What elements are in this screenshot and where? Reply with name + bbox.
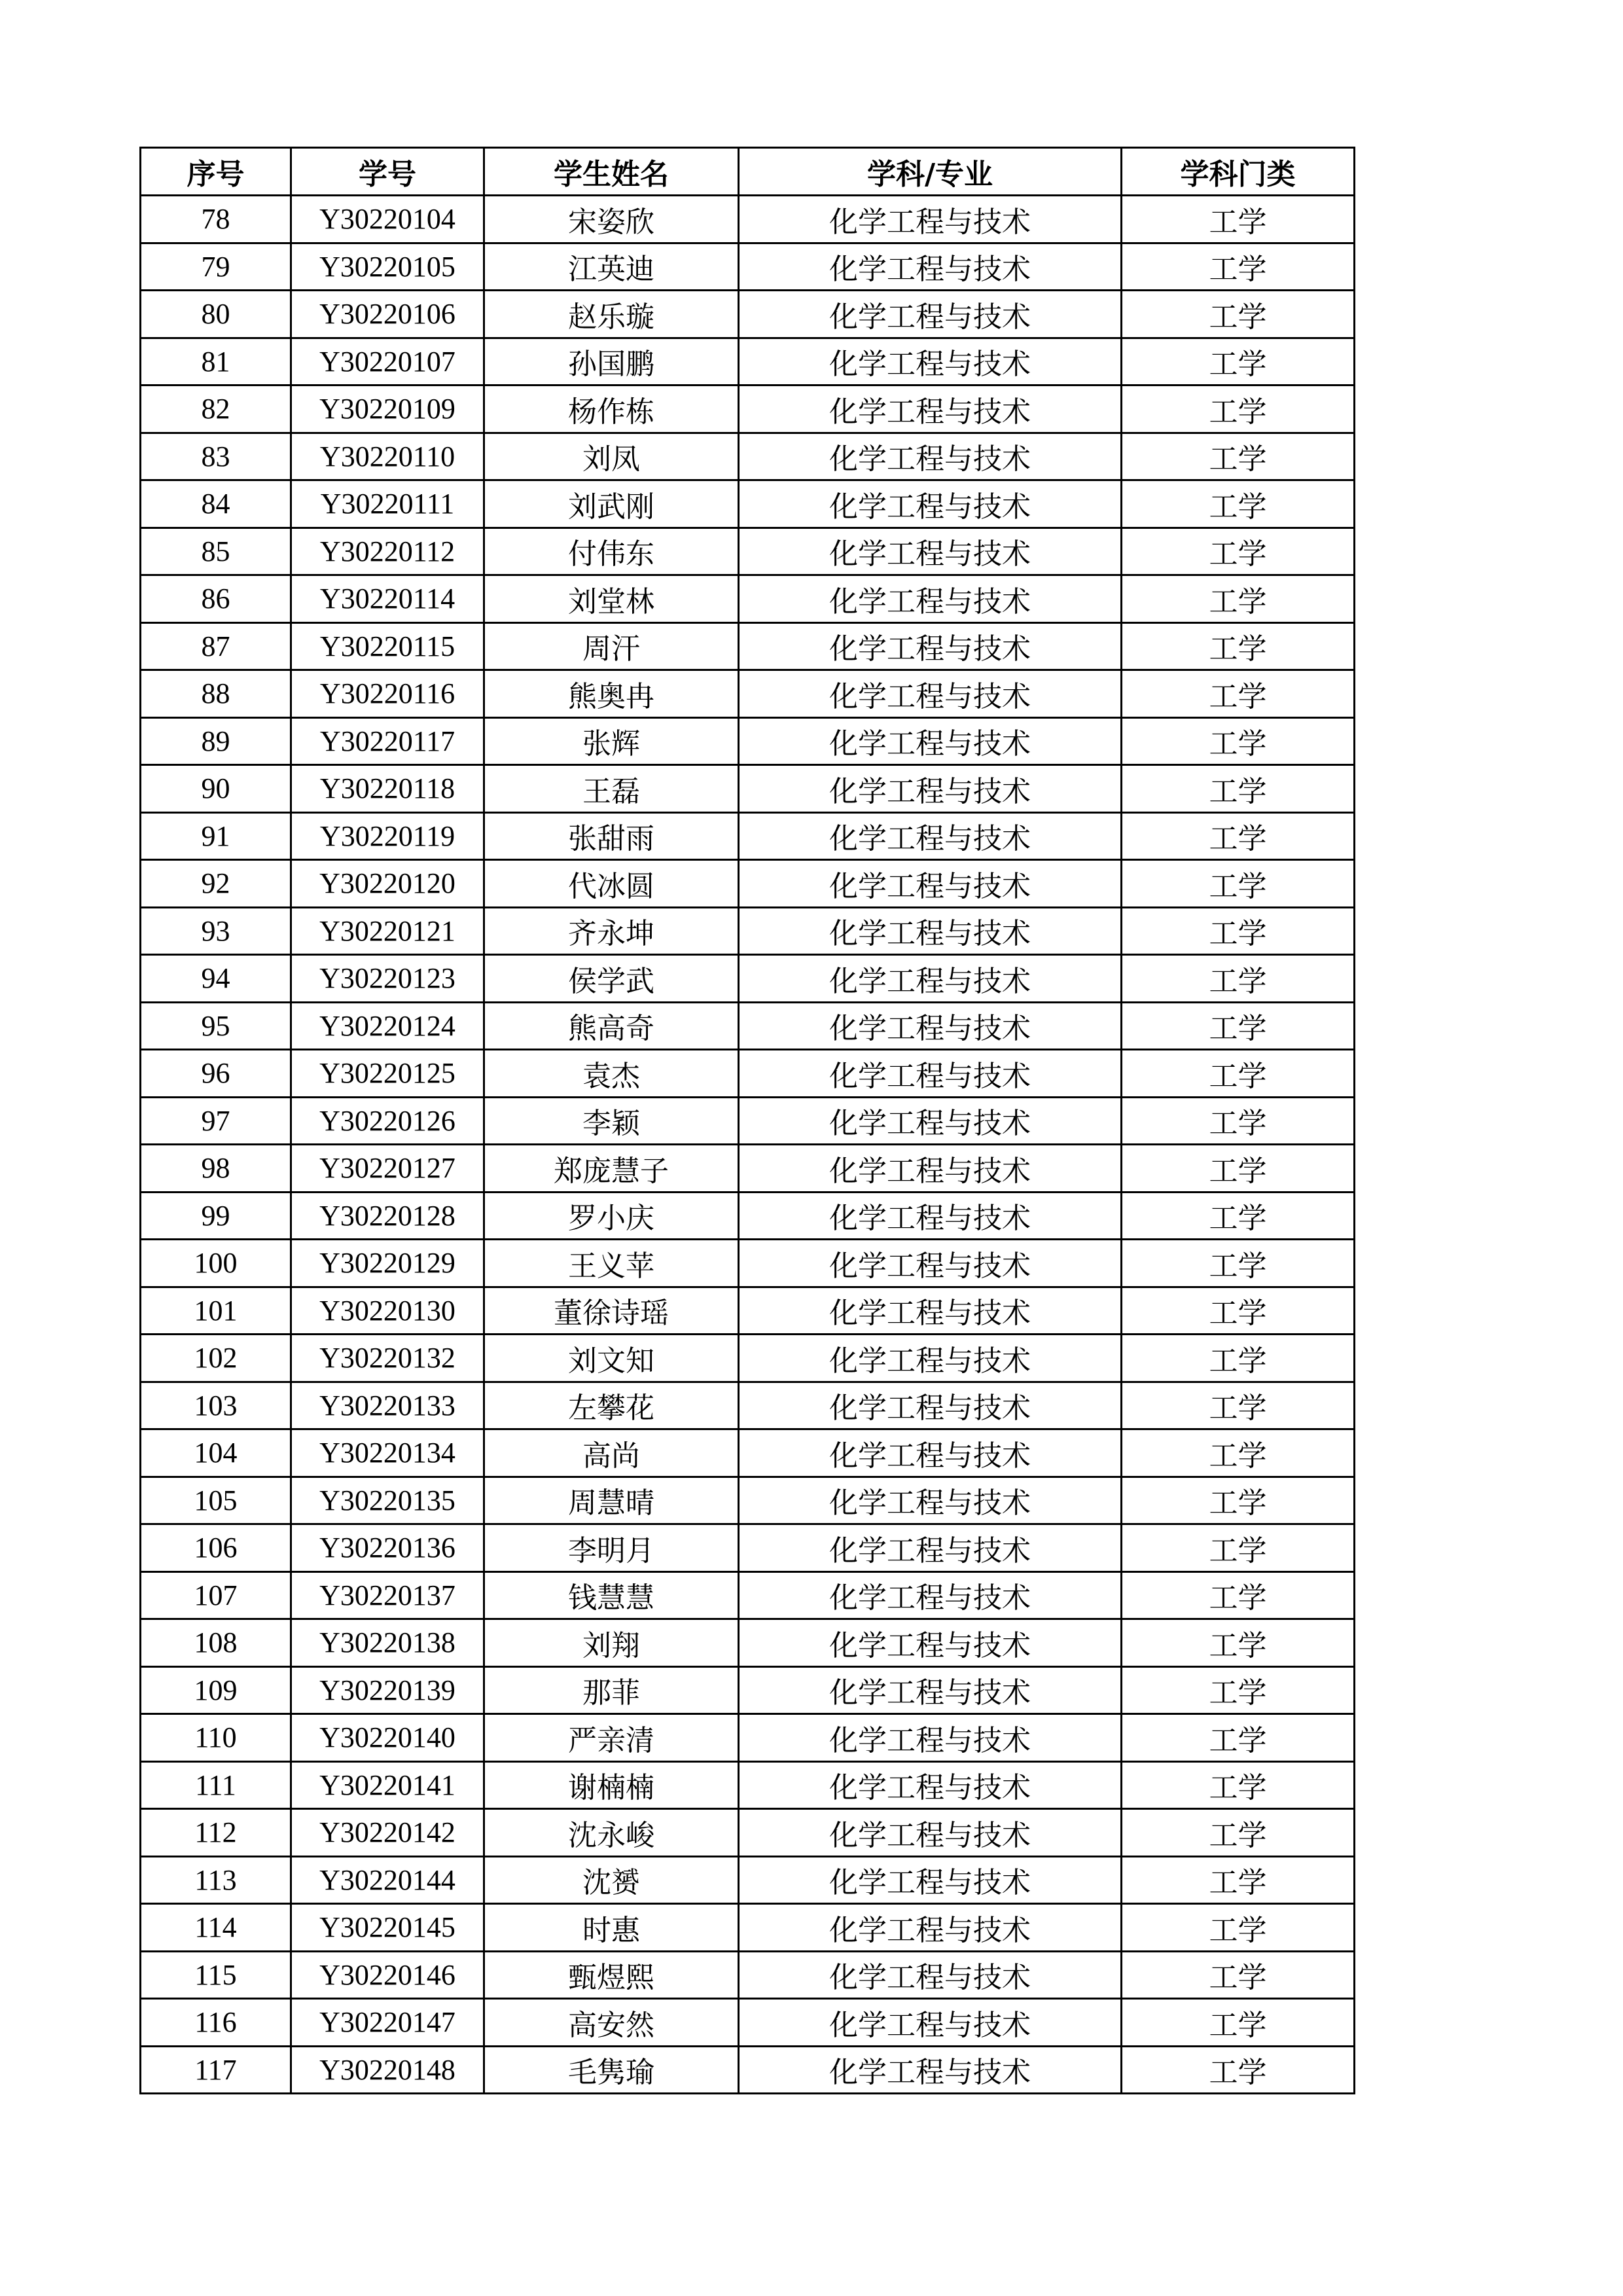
cell-student-id: Y30220139 xyxy=(291,1666,484,1714)
cell-discipline-category: 工学 xyxy=(1122,1619,1355,1667)
cell-discipline-major: 化学工程与技术 xyxy=(739,955,1122,1003)
cell-serial-number: 115 xyxy=(141,1951,291,1999)
cell-student-id: Y30220120 xyxy=(291,860,484,908)
cell-discipline-major: 化学工程与技术 xyxy=(739,386,1122,433)
cell-student-name: 张甜雨 xyxy=(484,812,739,860)
cell-serial-number: 79 xyxy=(141,243,291,291)
cell-discipline-category: 工学 xyxy=(1122,1904,1355,1952)
cell-discipline-major: 化学工程与技术 xyxy=(739,2046,1122,2094)
cell-discipline-category: 工学 xyxy=(1122,1097,1355,1145)
cell-student-id: Y30220148 xyxy=(291,2046,484,2094)
table-row xyxy=(141,1429,1355,1477)
cell-student-name: 刘翔 xyxy=(484,1619,739,1667)
cell-serial-number: 95 xyxy=(141,1002,291,1050)
cell-discipline-major: 化学工程与技术 xyxy=(739,1999,1122,2047)
table-row xyxy=(141,1097,1355,1145)
cell-student-name: 沈永峻 xyxy=(484,1809,739,1857)
cell-serial-number: 102 xyxy=(141,1335,291,1382)
cell-discipline-major: 化学工程与技术 xyxy=(739,1714,1122,1762)
cell-serial-number: 107 xyxy=(141,1571,291,1619)
cell-discipline-category: 工学 xyxy=(1122,1145,1355,1193)
table-row xyxy=(141,386,1355,433)
cell-serial-number: 116 xyxy=(141,1999,291,2047)
table-row xyxy=(141,1714,1355,1762)
cell-student-name: 毛隽瑜 xyxy=(484,2046,739,2094)
table-row xyxy=(141,1335,1355,1382)
cell-discipline-category: 工学 xyxy=(1122,480,1355,528)
table-row xyxy=(141,955,1355,1003)
cell-serial-number: 91 xyxy=(141,812,291,860)
cell-discipline-category: 工学 xyxy=(1122,765,1355,813)
cell-discipline-category: 工学 xyxy=(1122,528,1355,575)
cell-student-name: 周汗 xyxy=(484,622,739,670)
cell-student-id: Y30220145 xyxy=(291,1904,484,1952)
cell-discipline-major: 化学工程与技术 xyxy=(739,1335,1122,1382)
cell-discipline-category: 工学 xyxy=(1122,1856,1355,1904)
cell-student-name: 董徐诗瑶 xyxy=(484,1287,739,1335)
cell-discipline-major: 化学工程与技术 xyxy=(739,812,1122,860)
cell-student-name: 左攀花 xyxy=(484,1382,739,1429)
cell-serial-number: 110 xyxy=(141,1714,291,1762)
cell-discipline-category: 工学 xyxy=(1122,1429,1355,1477)
cell-discipline-major: 化学工程与技术 xyxy=(739,1287,1122,1335)
cell-student-id: Y30220105 xyxy=(291,243,484,291)
table-row xyxy=(141,812,1355,860)
cell-discipline-major: 化学工程与技术 xyxy=(739,1097,1122,1145)
cell-student-name: 袁杰 xyxy=(484,1050,739,1098)
table-row xyxy=(141,1809,1355,1857)
cell-serial-number: 112 xyxy=(141,1809,291,1857)
cell-student-name: 宋姿欣 xyxy=(484,196,739,243)
cell-discipline-major: 化学工程与技术 xyxy=(739,480,1122,528)
table-row xyxy=(141,2046,1355,2094)
cell-student-name: 李颖 xyxy=(484,1097,739,1145)
cell-discipline-major: 化学工程与技术 xyxy=(739,1761,1122,1809)
cell-discipline-major: 化学工程与技术 xyxy=(739,907,1122,955)
cell-discipline-major: 化学工程与技术 xyxy=(739,1240,1122,1287)
cell-serial-number: 93 xyxy=(141,907,291,955)
cell-student-id: Y30220133 xyxy=(291,1382,484,1429)
cell-discipline-category: 工学 xyxy=(1122,1714,1355,1762)
cell-discipline-major: 化学工程与技术 xyxy=(739,1477,1122,1524)
table-row xyxy=(141,291,1355,338)
table-row xyxy=(141,338,1355,386)
cell-student-id: Y30220124 xyxy=(291,1002,484,1050)
cell-student-id: Y30220119 xyxy=(291,812,484,860)
cell-discipline-category: 工学 xyxy=(1122,1477,1355,1524)
cell-discipline-category: 工学 xyxy=(1122,812,1355,860)
cell-discipline-category: 工学 xyxy=(1122,670,1355,718)
cell-serial-number: 98 xyxy=(141,1145,291,1193)
cell-student-name: 郑庞慧子 xyxy=(484,1145,739,1193)
cell-discipline-major: 化学工程与技术 xyxy=(739,1904,1122,1952)
table-body xyxy=(141,196,1355,2094)
cell-discipline-category: 工学 xyxy=(1122,386,1355,433)
cell-serial-number: 78 xyxy=(141,196,291,243)
cell-student-id: Y30220138 xyxy=(291,1619,484,1667)
cell-student-name: 江英迪 xyxy=(484,243,739,291)
cell-discipline-category: 工学 xyxy=(1122,622,1355,670)
cell-discipline-major: 化学工程与技术 xyxy=(739,1856,1122,1904)
table-row xyxy=(141,622,1355,670)
header-row xyxy=(141,148,1355,196)
table-row xyxy=(141,1192,1355,1240)
cell-student-id: Y30220118 xyxy=(291,765,484,813)
cell-serial-number: 106 xyxy=(141,1524,291,1572)
table-row xyxy=(141,907,1355,955)
cell-student-name: 甄煜熙 xyxy=(484,1951,739,1999)
cell-discipline-major: 化学工程与技术 xyxy=(739,1192,1122,1240)
cell-serial-number: 84 xyxy=(141,480,291,528)
cell-serial-number: 85 xyxy=(141,528,291,575)
header-student-name: 学生姓名 xyxy=(484,148,739,196)
cell-discipline-major: 化学工程与技术 xyxy=(739,1002,1122,1050)
cell-student-id: Y30220142 xyxy=(291,1809,484,1857)
cell-discipline-category: 工学 xyxy=(1122,196,1355,243)
cell-serial-number: 82 xyxy=(141,386,291,433)
cell-student-id: Y30220104 xyxy=(291,196,484,243)
table-row xyxy=(141,196,1355,243)
cell-student-id: Y30220110 xyxy=(291,433,484,480)
cell-student-name: 熊奥冉 xyxy=(484,670,739,718)
cell-discipline-major: 化学工程与技术 xyxy=(739,291,1122,338)
cell-student-id: Y30220116 xyxy=(291,670,484,718)
cell-student-id: Y30220114 xyxy=(291,575,484,623)
cell-discipline-category: 工学 xyxy=(1122,291,1355,338)
table-row xyxy=(141,1999,1355,2047)
cell-student-id: Y30220132 xyxy=(291,1335,484,1382)
cell-student-id: Y30220127 xyxy=(291,1145,484,1193)
table-row xyxy=(141,480,1355,528)
cell-serial-number: 103 xyxy=(141,1382,291,1429)
cell-serial-number: 114 xyxy=(141,1904,291,1952)
cell-student-id: Y30220126 xyxy=(291,1097,484,1145)
cell-discipline-major: 化学工程与技术 xyxy=(739,717,1122,765)
cell-student-name: 高安然 xyxy=(484,1999,739,2047)
table-header xyxy=(141,148,1355,196)
cell-discipline-major: 化学工程与技术 xyxy=(739,1951,1122,1999)
table-row xyxy=(141,528,1355,575)
cell-student-name: 刘凤 xyxy=(484,433,739,480)
cell-discipline-category: 工学 xyxy=(1122,1761,1355,1809)
cell-serial-number: 92 xyxy=(141,860,291,908)
cell-student-id: Y30220111 xyxy=(291,480,484,528)
cell-student-name: 高尚 xyxy=(484,1429,739,1477)
cell-discipline-category: 工学 xyxy=(1122,575,1355,623)
table-row xyxy=(141,1951,1355,1999)
cell-discipline-major: 化学工程与技术 xyxy=(739,1619,1122,1667)
cell-serial-number: 83 xyxy=(141,433,291,480)
cell-serial-number: 111 xyxy=(141,1761,291,1809)
cell-student-id: Y30220134 xyxy=(291,1429,484,1477)
cell-discipline-category: 工学 xyxy=(1122,1571,1355,1619)
cell-student-name: 齐永坤 xyxy=(484,907,739,955)
cell-discipline-major: 化学工程与技术 xyxy=(739,1809,1122,1857)
cell-serial-number: 86 xyxy=(141,575,291,623)
cell-serial-number: 104 xyxy=(141,1429,291,1477)
cell-student-id: Y30220144 xyxy=(291,1856,484,1904)
cell-serial-number: 101 xyxy=(141,1287,291,1335)
cell-serial-number: 105 xyxy=(141,1477,291,1524)
cell-discipline-category: 工学 xyxy=(1122,2046,1355,2094)
cell-student-id: Y30220137 xyxy=(291,1571,484,1619)
header-discipline-major: 学科/专业 xyxy=(739,148,1122,196)
cell-discipline-category: 工学 xyxy=(1122,1192,1355,1240)
cell-student-name: 代冰圆 xyxy=(484,860,739,908)
cell-student-name: 王义苹 xyxy=(484,1240,739,1287)
cell-student-name: 王磊 xyxy=(484,765,739,813)
cell-student-id: Y30220106 xyxy=(291,291,484,338)
cell-discipline-category: 工学 xyxy=(1122,1999,1355,2047)
cell-discipline-category: 工学 xyxy=(1122,1287,1355,1335)
cell-discipline-major: 化学工程与技术 xyxy=(739,338,1122,386)
cell-serial-number: 80 xyxy=(141,291,291,338)
cell-discipline-major: 化学工程与技术 xyxy=(739,1145,1122,1193)
cell-discipline-major: 化学工程与技术 xyxy=(739,1429,1122,1477)
cell-student-name: 刘武刚 xyxy=(484,480,739,528)
cell-student-id: Y30220136 xyxy=(291,1524,484,1572)
cell-discipline-category: 工学 xyxy=(1122,1335,1355,1382)
cell-student-id: Y30220123 xyxy=(291,955,484,1003)
cell-discipline-major: 化学工程与技术 xyxy=(739,622,1122,670)
cell-student-id: Y30220128 xyxy=(291,1192,484,1240)
cell-discipline-major: 化学工程与技术 xyxy=(739,1571,1122,1619)
cell-discipline-major: 化学工程与技术 xyxy=(739,860,1122,908)
cell-student-name: 赵乐璇 xyxy=(484,291,739,338)
cell-student-id: Y30220125 xyxy=(291,1050,484,1098)
cell-discipline-category: 工学 xyxy=(1122,1809,1355,1857)
cell-discipline-major: 化学工程与技术 xyxy=(739,1524,1122,1572)
table-row xyxy=(141,1904,1355,1952)
cell-discipline-category: 工学 xyxy=(1122,717,1355,765)
cell-student-id: Y30220107 xyxy=(291,338,484,386)
cell-discipline-major: 化学工程与技术 xyxy=(739,670,1122,718)
header-student-id: 学号 xyxy=(291,148,484,196)
table-row xyxy=(141,717,1355,765)
table-row xyxy=(141,1050,1355,1098)
table-row xyxy=(141,1240,1355,1287)
cell-student-name: 张辉 xyxy=(484,717,739,765)
table-row xyxy=(141,765,1355,813)
cell-serial-number: 96 xyxy=(141,1050,291,1098)
table-row xyxy=(141,1287,1355,1335)
cell-student-name: 熊高奇 xyxy=(484,1002,739,1050)
cell-student-name: 李明月 xyxy=(484,1524,739,1572)
cell-student-id: Y30220146 xyxy=(291,1951,484,1999)
table-row xyxy=(141,1666,1355,1714)
cell-discipline-major: 化学工程与技术 xyxy=(739,528,1122,575)
cell-discipline-category: 工学 xyxy=(1122,1666,1355,1714)
table-row xyxy=(141,1761,1355,1809)
cell-serial-number: 109 xyxy=(141,1666,291,1714)
cell-student-id: Y30220112 xyxy=(291,528,484,575)
cell-serial-number: 88 xyxy=(141,670,291,718)
cell-student-name: 付伟东 xyxy=(484,528,739,575)
cell-discipline-major: 化学工程与技术 xyxy=(739,765,1122,813)
cell-discipline-major: 化学工程与技术 xyxy=(739,1382,1122,1429)
table-row xyxy=(141,1571,1355,1619)
cell-student-id: Y30220140 xyxy=(291,1714,484,1762)
cell-student-name: 谢楠楠 xyxy=(484,1761,739,1809)
cell-discipline-category: 工学 xyxy=(1122,1002,1355,1050)
table-row xyxy=(141,1619,1355,1667)
table-row xyxy=(141,1002,1355,1050)
cell-discipline-category: 工学 xyxy=(1122,860,1355,908)
cell-student-name: 那菲 xyxy=(484,1666,739,1714)
cell-student-name: 钱慧慧 xyxy=(484,1571,739,1619)
cell-serial-number: 117 xyxy=(141,2046,291,2094)
cell-student-id: Y30220109 xyxy=(291,386,484,433)
cell-student-name: 杨作栋 xyxy=(484,386,739,433)
cell-student-name: 刘堂林 xyxy=(484,575,739,623)
cell-student-name: 刘文知 xyxy=(484,1335,739,1382)
cell-serial-number: 97 xyxy=(141,1097,291,1145)
cell-serial-number: 87 xyxy=(141,622,291,670)
cell-student-name: 严亲清 xyxy=(484,1714,739,1762)
cell-discipline-category: 工学 xyxy=(1122,338,1355,386)
cell-discipline-major: 化学工程与技术 xyxy=(739,243,1122,291)
table-row xyxy=(141,1145,1355,1193)
cell-discipline-category: 工学 xyxy=(1122,1382,1355,1429)
cell-discipline-category: 工学 xyxy=(1122,907,1355,955)
table-row xyxy=(141,1382,1355,1429)
cell-student-id: Y30220141 xyxy=(291,1761,484,1809)
cell-discipline-major: 化学工程与技术 xyxy=(739,196,1122,243)
student-list-table xyxy=(139,147,1355,2094)
cell-discipline-category: 工学 xyxy=(1122,1240,1355,1287)
cell-serial-number: 108 xyxy=(141,1619,291,1667)
cell-discipline-category: 工学 xyxy=(1122,433,1355,480)
cell-discipline-major: 化学工程与技术 xyxy=(739,1666,1122,1714)
table-row xyxy=(141,860,1355,908)
cell-student-name: 罗小庆 xyxy=(484,1192,739,1240)
cell-student-id: Y30220135 xyxy=(291,1477,484,1524)
cell-student-id: Y30220129 xyxy=(291,1240,484,1287)
cell-student-name: 沈赟 xyxy=(484,1856,739,1904)
cell-serial-number: 99 xyxy=(141,1192,291,1240)
cell-discipline-category: 工学 xyxy=(1122,955,1355,1003)
cell-student-name: 周慧晴 xyxy=(484,1477,739,1524)
cell-serial-number: 81 xyxy=(141,338,291,386)
cell-serial-number: 89 xyxy=(141,717,291,765)
table-row xyxy=(141,243,1355,291)
cell-student-id: Y30220147 xyxy=(291,1999,484,2047)
cell-discipline-category: 工学 xyxy=(1122,1524,1355,1572)
cell-discipline-category: 工学 xyxy=(1122,243,1355,291)
cell-student-name: 侯学武 xyxy=(484,955,739,1003)
cell-discipline-category: 工学 xyxy=(1122,1951,1355,1999)
table-row xyxy=(141,1856,1355,1904)
table-row xyxy=(141,575,1355,623)
table-row xyxy=(141,1477,1355,1524)
cell-serial-number: 90 xyxy=(141,765,291,813)
cell-discipline-category: 工学 xyxy=(1122,1050,1355,1098)
cell-discipline-major: 化学工程与技术 xyxy=(739,1050,1122,1098)
table-row xyxy=(141,670,1355,718)
cell-student-id: Y30220115 xyxy=(291,622,484,670)
header-serial-number: 序号 xyxy=(141,148,291,196)
cell-student-id: Y30220121 xyxy=(291,907,484,955)
cell-serial-number: 113 xyxy=(141,1856,291,1904)
table-row xyxy=(141,1524,1355,1572)
cell-student-name: 孙国鹏 xyxy=(484,338,739,386)
cell-student-id: Y30220130 xyxy=(291,1287,484,1335)
table-row xyxy=(141,433,1355,480)
header-discipline-category: 学科门类 xyxy=(1122,148,1355,196)
cell-serial-number: 100 xyxy=(141,1240,291,1287)
cell-discipline-major: 化学工程与技术 xyxy=(739,433,1122,480)
cell-serial-number: 94 xyxy=(141,955,291,1003)
cell-student-name: 时惠 xyxy=(484,1904,739,1952)
cell-student-id: Y30220117 xyxy=(291,717,484,765)
cell-discipline-major: 化学工程与技术 xyxy=(739,575,1122,623)
